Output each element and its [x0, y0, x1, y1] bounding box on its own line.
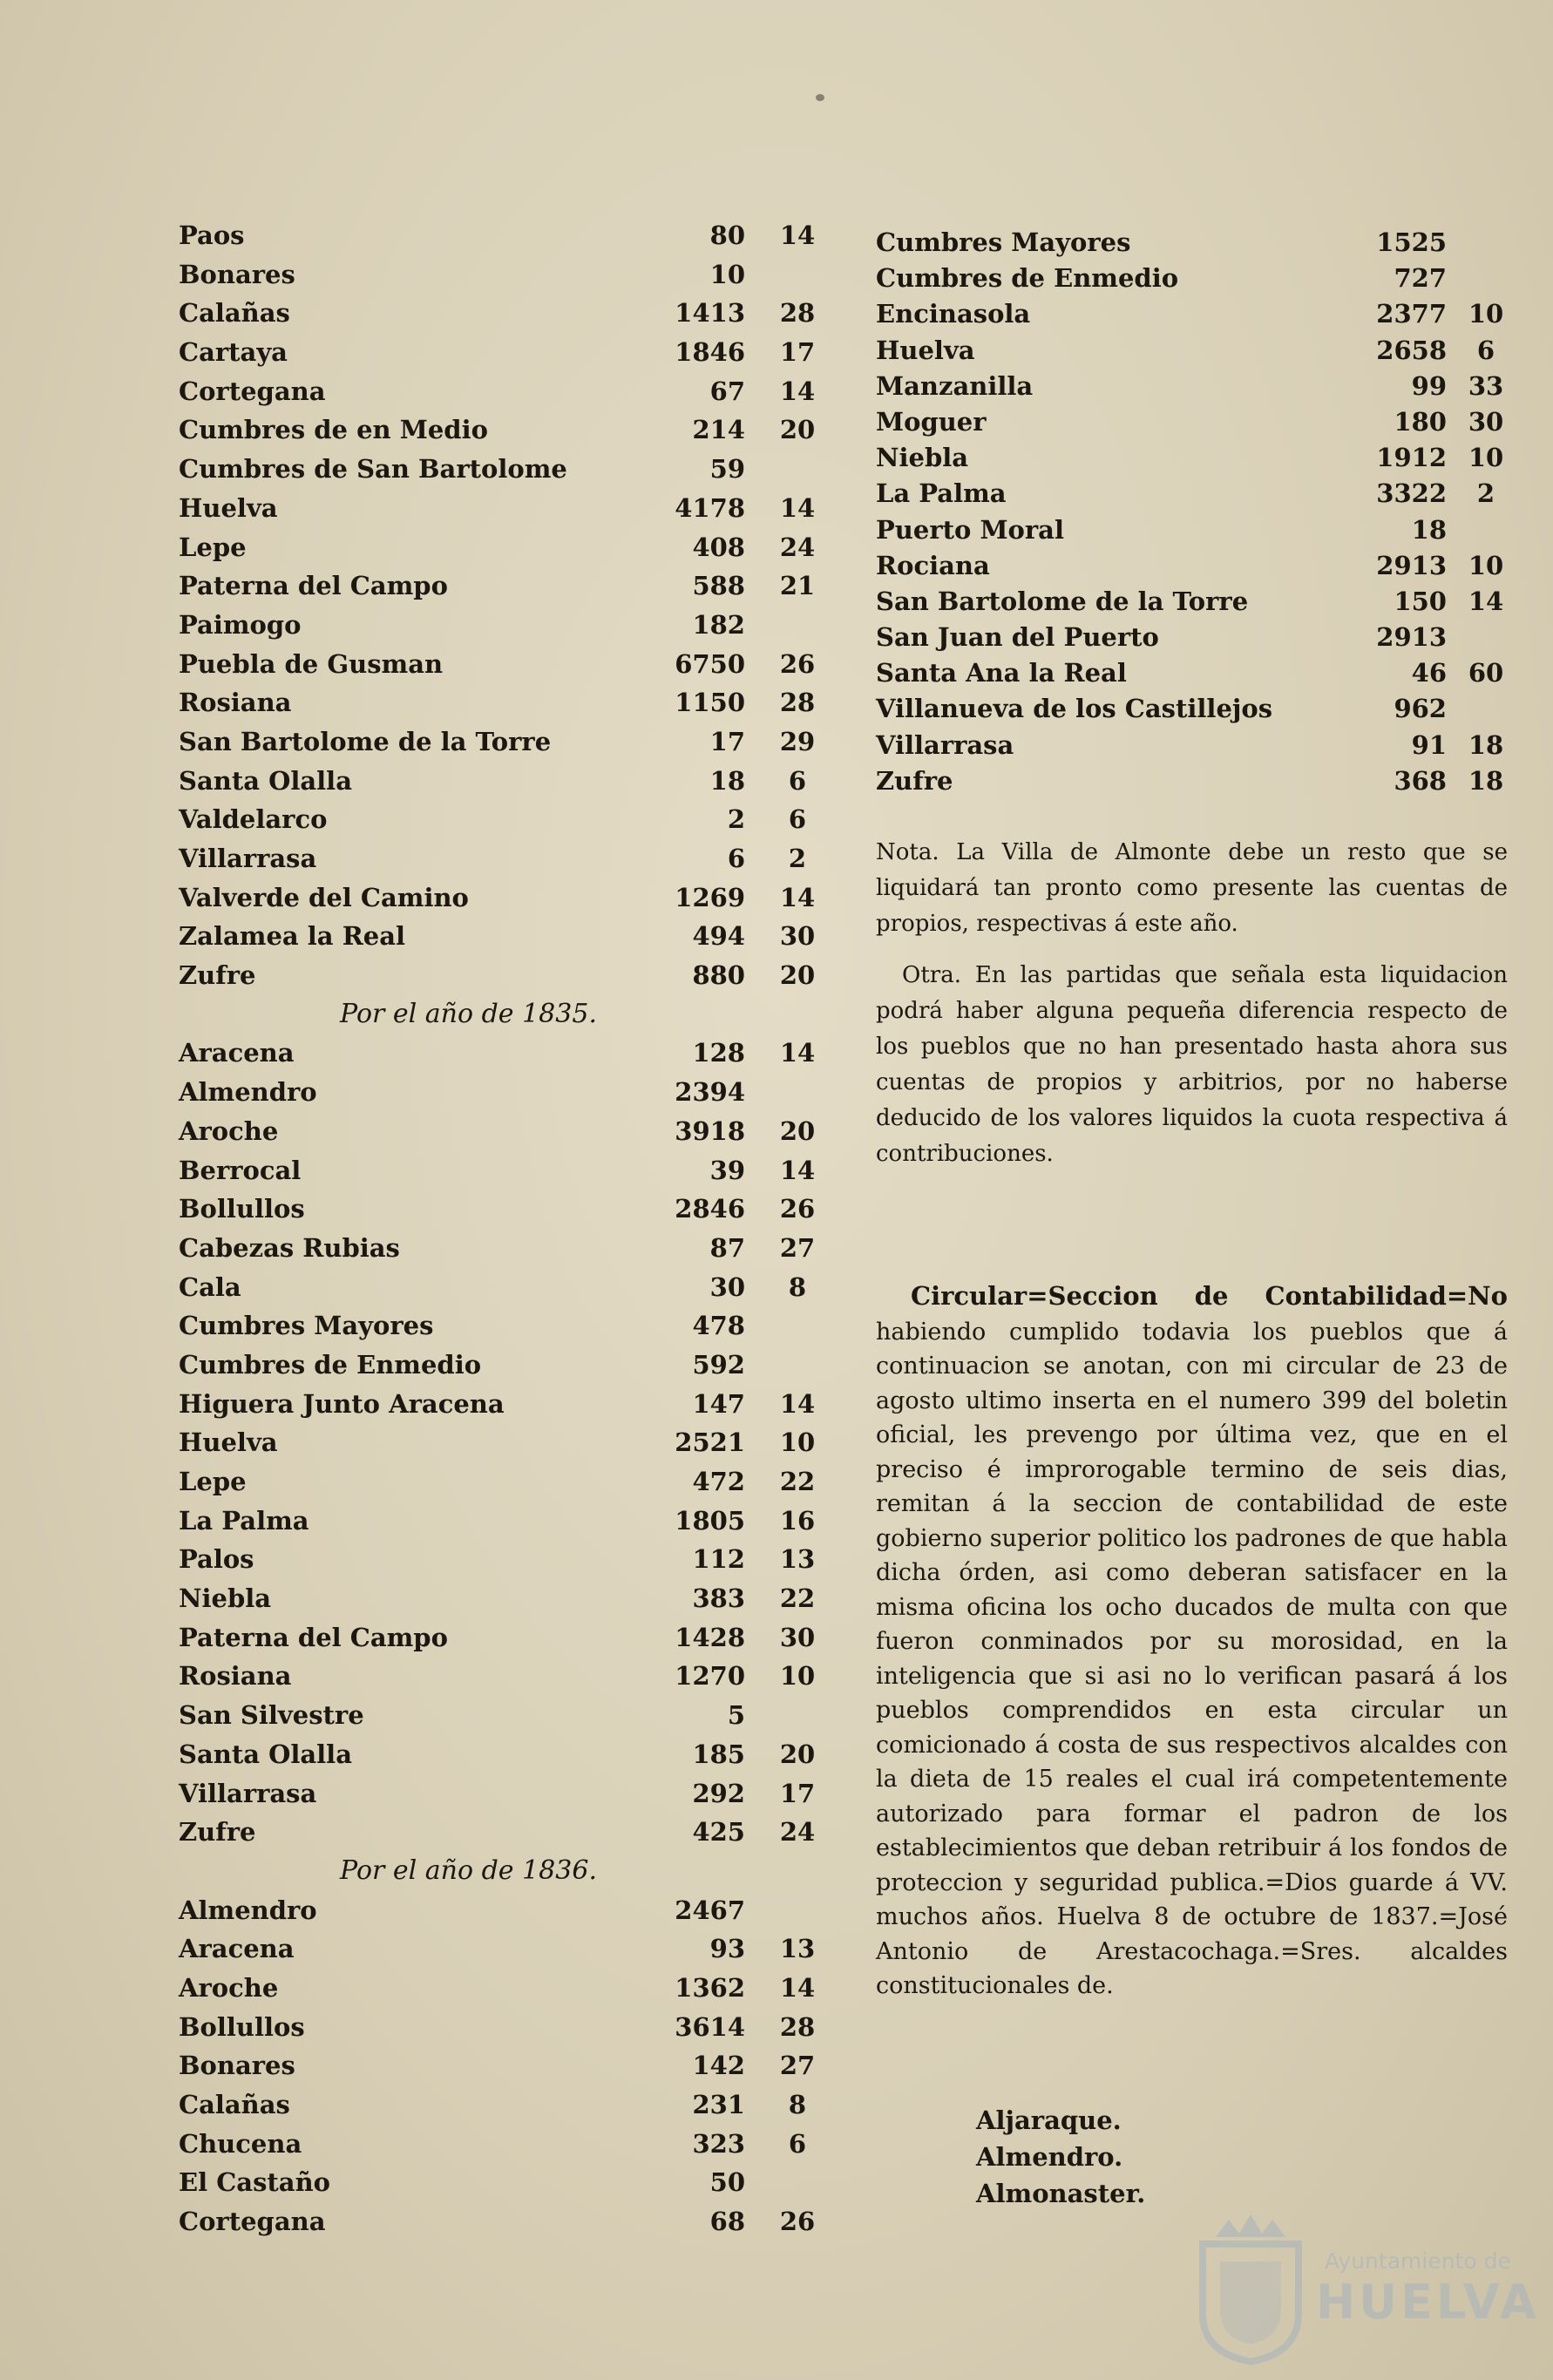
- amount-maravedis: 10: [1468, 443, 1504, 473]
- amount-reales: 383: [692, 1583, 745, 1614]
- amount-maravedis: 24: [779, 532, 816, 562]
- amount-reales: 408: [692, 532, 745, 562]
- archive-watermark: [1185, 2209, 1540, 2366]
- amount-reales: 214: [692, 415, 745, 445]
- place-name: Rosiana: [179, 688, 292, 718]
- amount-reales: 1362: [675, 1972, 745, 2003]
- amount-maravedis: 14: [779, 492, 816, 523]
- place-name: Paterna del Campo: [179, 1622, 448, 1652]
- amount-reales: 2377: [1376, 299, 1447, 329]
- table-row: [179, 606, 828, 645]
- amount-maravedis: 21: [779, 571, 816, 601]
- table-row: [179, 1306, 828, 1346]
- amount-maravedis: 16: [779, 1505, 816, 1536]
- circular-body: habiendo cumplido todavia los pueblos que á continuacion se anotan, con mi circular de 23 de agosto ultimo inserta en el numero 399 del boletin oficial, les prevengo por última vez, que en el preciso é improrogable termino de seis dias, remitan á la seccion de contabilidad de este gobierno superior politico los padrones de que habla dicha órden, asi como deberan satisfacer en la misma oficina los ocho ducados de multa con que fueron conminados por su morosidad, en la inteligencia que si asi no lo verifican pasará á los pueblos comprendidos en esta circular un comicionado á costa de sus respectivos alcaldes con la dieta de 15 reales el cual irá competentemente autorizado para formar el padron de los establecimientos que deban retribuir á los fondos de proteccion y seguridad publica.=Dios guarde á VV. muchos años. Huelva 8 de octubre de 1837.=José Antonio de Arestacochaga.=Sres. alcaldes constitucionales de.: [876, 1318, 1508, 1999]
- table-section-a: [179, 216, 828, 995]
- circular-text: [876, 1279, 1508, 2004]
- table-row: [179, 1151, 828, 1190]
- table-row: [179, 1462, 828, 1502]
- table-row: [179, 1502, 828, 1541]
- watermark-big-text: HUELVA: [1316, 2275, 1540, 2329]
- amount-reales: 472: [692, 1467, 745, 1496]
- place-name: Encinasola: [876, 299, 1031, 329]
- table-row: [876, 584, 1512, 620]
- amount-maravedis: 8: [788, 1271, 807, 1302]
- amount-reales: 87: [709, 1232, 745, 1263]
- place-name: Cortegana: [179, 376, 326, 406]
- amount-reales: 962: [1394, 694, 1447, 724]
- amount-reales: 494: [692, 921, 745, 952]
- watermark-small-text: Ayuntamiento de: [1325, 2248, 1511, 2274]
- place-name: Paterna del Campo: [179, 571, 448, 601]
- amount-maravedis: 22: [779, 1583, 816, 1614]
- place-name: Villanueva de los Castillejos: [876, 694, 1273, 724]
- place-name: Aroche: [179, 1972, 279, 2003]
- place-name: Santa Olalla: [179, 765, 352, 796]
- amount-maravedis: 6: [1476, 335, 1495, 365]
- place-name: La Palma: [179, 1505, 309, 1536]
- amount-reales: 17: [709, 726, 745, 756]
- amount-maravedis: 20: [779, 960, 816, 991]
- table-row: [179, 1929, 828, 1969]
- place-name: Paos: [179, 220, 245, 250]
- table-row: [876, 476, 1512, 512]
- amount-maravedis: 14: [779, 1155, 816, 1185]
- place-name: Cumbres Mayores: [179, 1311, 434, 1341]
- place-name: Zalamea la Real: [179, 921, 406, 952]
- table-row: [876, 763, 1512, 799]
- amount-maravedis: 17: [779, 1778, 816, 1808]
- amount-reales: 99: [1411, 370, 1447, 401]
- table-row: [179, 1190, 828, 1229]
- amount-maravedis: 33: [1468, 370, 1504, 401]
- amount-reales: 30: [709, 1271, 745, 1302]
- amount-reales: 18: [709, 765, 745, 796]
- table-row: [876, 261, 1512, 296]
- amount-reales: 1846: [675, 337, 745, 368]
- note-almonte: Nota. La Villa de Almonte debe un resto que se liquidará tan pronto como presente las cuentas de propios, respectivas á este año.: [876, 839, 1508, 937]
- table-row: [179, 2125, 828, 2164]
- amount-maravedis: 10: [1468, 550, 1504, 580]
- place-name: Cumbres Mayores: [876, 227, 1131, 257]
- amount-maravedis: 10: [779, 1661, 816, 1692]
- ink-speck: [816, 94, 824, 101]
- table-row: [179, 216, 828, 255]
- amount-maravedis: 2: [1476, 478, 1495, 509]
- amount-reales: 80: [709, 220, 745, 250]
- amount-reales: 150: [1394, 586, 1447, 616]
- amount-reales: 3918: [675, 1115, 745, 1146]
- amount-reales: 3614: [675, 2011, 745, 2042]
- signatory: Aljaraque.: [976, 2105, 1122, 2135]
- table-row: [179, 1696, 828, 1735]
- amount-reales: 2467: [675, 1895, 745, 1925]
- place-name: Huelva: [876, 335, 975, 365]
- amount-maravedis: 14: [779, 376, 816, 406]
- amount-reales: 18: [1411, 514, 1447, 545]
- amount-maravedis: 17: [779, 337, 816, 368]
- amount-reales: 1270: [675, 1661, 745, 1692]
- left-column: [179, 216, 828, 2241]
- table-row: [179, 1034, 828, 1073]
- amount-maravedis: 10: [779, 1427, 816, 1458]
- table-row: [179, 1657, 828, 1696]
- place-name: Niebla: [876, 443, 969, 473]
- amount-maravedis: 24: [779, 1817, 816, 1848]
- table-row: [876, 440, 1512, 476]
- amount-reales: 425: [692, 1817, 745, 1848]
- amount-maravedis: 10: [1468, 299, 1504, 329]
- amount-maravedis: 27: [779, 2051, 816, 2081]
- table-row: [179, 410, 828, 450]
- amount-reales: 2846: [675, 1194, 745, 1224]
- place-name: Berrocal: [179, 1155, 302, 1185]
- table-row: [179, 722, 828, 762]
- table-row: [876, 548, 1512, 584]
- amount-reales: 112: [692, 1544, 745, 1575]
- table-row: [179, 839, 828, 878]
- table-row: [179, 2085, 828, 2125]
- table-row: [179, 2046, 828, 2085]
- amount-reales: 588: [692, 571, 745, 601]
- circular-notice: [876, 1279, 1508, 2004]
- amount-reales: 147: [692, 1388, 745, 1419]
- place-name: Cartaya: [179, 337, 288, 368]
- table-row: [179, 1813, 828, 1852]
- crest-icon: [1185, 2209, 1316, 2366]
- amount-maravedis: 6: [788, 2128, 807, 2159]
- amount-reales: 2913: [1376, 622, 1447, 653]
- place-name: Cumbres de en Medio: [179, 415, 488, 445]
- table-row: [179, 1579, 828, 1618]
- amount-reales: 2658: [1376, 335, 1447, 365]
- table-row: [876, 369, 1512, 404]
- table-row: [179, 1423, 828, 1462]
- circular-lead: Circular=Seccion de Contabilidad=No: [911, 1281, 1508, 1311]
- table-row: [876, 333, 1512, 369]
- table-row: [876, 620, 1512, 655]
- amount-reales: 91: [1411, 729, 1447, 760]
- table-row: [876, 296, 1512, 332]
- place-name: Cabezas Rubias: [179, 1232, 400, 1263]
- place-name: La Palma: [876, 478, 1007, 509]
- place-name: Palos: [179, 1544, 254, 1575]
- amount-reales: 1150: [675, 688, 745, 718]
- table-row: [179, 294, 828, 333]
- amount-reales: 93: [709, 1934, 745, 1964]
- amount-maravedis: 6: [788, 765, 807, 796]
- place-name: Villarrasa: [179, 1778, 317, 1808]
- amount-maravedis: 26: [779, 648, 816, 679]
- place-name: Bonares: [179, 259, 295, 289]
- place-name: San Bartolome de la Torre: [876, 586, 1249, 616]
- table-row: [179, 1540, 828, 1579]
- place-name: Huelva: [179, 492, 278, 523]
- place-name: San Juan del Puerto: [876, 622, 1159, 653]
- table-row: [179, 1891, 828, 1930]
- amount-maravedis: 26: [779, 1194, 816, 1224]
- place-name: Almendro: [179, 1895, 317, 1925]
- table-row: [179, 2202, 828, 2241]
- amount-reales: 39: [709, 1155, 745, 1185]
- amount-reales: 2913: [1376, 550, 1447, 580]
- amount-reales: 1912: [1376, 443, 1447, 473]
- place-name: Huelva: [179, 1427, 278, 1458]
- amount-maravedis: 18: [1468, 765, 1504, 796]
- amount-maravedis: 30: [779, 1622, 816, 1652]
- place-name: Cumbres de Enmedio: [179, 1349, 482, 1380]
- amount-reales: 323: [692, 2128, 745, 2159]
- table-row: [179, 1346, 828, 1385]
- place-name: San Bartolome de la Torre: [179, 726, 552, 756]
- amount-maravedis: 14: [779, 1388, 816, 1419]
- place-name: San Silvestre: [179, 1700, 364, 1731]
- signatory-list: [976, 2102, 1145, 2212]
- amount-reales: 368: [1394, 765, 1447, 796]
- amount-maravedis: 6: [788, 804, 807, 835]
- amount-reales: 46: [1411, 658, 1447, 688]
- table-row: [179, 1268, 828, 1307]
- amount-maravedis: 22: [779, 1467, 816, 1496]
- table-row: [179, 917, 828, 956]
- place-name: El Castaño: [179, 2167, 331, 2198]
- place-name: Higuera Junto Aracena: [179, 1388, 505, 1419]
- amount-reales: 185: [692, 1739, 745, 1769]
- amount-maravedis: 30: [1468, 406, 1504, 437]
- table-row: [179, 2163, 828, 2202]
- table-row: [876, 512, 1512, 548]
- place-name: Calañas: [179, 2090, 290, 2119]
- amount-maravedis: 20: [779, 1115, 816, 1146]
- place-name: Niebla: [179, 1583, 272, 1614]
- place-name: Puebla de Gusman: [179, 648, 444, 679]
- table-row: [876, 691, 1512, 727]
- signatory: Almonaster.: [976, 2179, 1146, 2208]
- table-row: [876, 404, 1512, 440]
- table-row: [179, 762, 828, 801]
- amount-reales: 1413: [675, 298, 745, 329]
- note-other: Otra. En las partidas que señala esta liquidacion podrá haber alguna pequeña diferencia respecto de los pueblos que no han presentado hasta ahora sus cuentas de propios y arbitrios, por no haberse deducido de los valores liquidos la cuota respectiva á contribuciones.: [876, 962, 1508, 1167]
- signatory: Almendro.: [976, 2142, 1123, 2172]
- amount-maravedis: 29: [779, 726, 816, 756]
- place-name: Santa Ana la Real: [876, 658, 1127, 688]
- amount-reales: 880: [692, 960, 745, 991]
- notes: [876, 835, 1508, 1172]
- place-name: Paimogo: [179, 609, 302, 640]
- right-column: [876, 225, 1512, 799]
- amount-reales: 5: [727, 1700, 745, 1731]
- table-row: [179, 2008, 828, 2047]
- amount-reales: 67: [709, 376, 745, 406]
- amount-reales: 4178: [675, 492, 745, 523]
- amount-reales: 182: [692, 609, 745, 640]
- table-row: [179, 450, 828, 489]
- table-row: [179, 683, 828, 722]
- table-row: [179, 1774, 828, 1814]
- amount-reales: 2521: [675, 1427, 745, 1458]
- place-name: Zufre: [179, 1817, 256, 1848]
- place-name: Bollullos: [179, 1194, 305, 1224]
- table-row: [179, 333, 828, 372]
- table-row: [179, 1385, 828, 1424]
- amount-maravedis: 14: [779, 1972, 816, 2003]
- amount-reales: 2394: [675, 1077, 745, 1108]
- table-row: [179, 1735, 828, 1774]
- table-row: [179, 800, 828, 839]
- amount-maravedis: 8: [788, 2090, 807, 2119]
- place-name: Calañas: [179, 298, 290, 329]
- place-name: Cumbres de Enmedio: [876, 263, 1179, 294]
- amount-reales: 2: [727, 804, 745, 835]
- table-row: [179, 956, 828, 995]
- amount-maravedis: 28: [779, 688, 816, 718]
- place-name: Bollullos: [179, 2011, 305, 2042]
- amount-maravedis: 20: [779, 1739, 816, 1769]
- table-row: [179, 645, 828, 684]
- place-name: Bonares: [179, 2051, 295, 2081]
- amount-reales: 180: [1394, 406, 1447, 437]
- place-name: Aracena: [179, 1038, 295, 1068]
- amount-reales: 231: [692, 2090, 745, 2119]
- place-name: Moguer: [876, 406, 987, 437]
- place-name: Lepe: [179, 1467, 247, 1496]
- place-name: Aracena: [179, 1934, 295, 1964]
- amount-reales: 50: [709, 2167, 745, 2198]
- amount-maravedis: 20: [779, 415, 816, 445]
- place-name: Puerto Moral: [876, 514, 1064, 545]
- amount-reales: 68: [709, 2207, 745, 2237]
- table-row: [179, 1229, 828, 1268]
- place-name: Villarrasa: [876, 729, 1014, 760]
- table-row: [876, 655, 1512, 691]
- amount-reales: 128: [692, 1038, 745, 1068]
- amount-maravedis: 2: [788, 844, 807, 873]
- amount-maravedis: 28: [779, 298, 816, 329]
- amount-reales: 1428: [675, 1622, 745, 1652]
- amount-reales: 10: [709, 259, 745, 289]
- table-row: [179, 372, 828, 411]
- table-row: [179, 878, 828, 918]
- place-name: Lepe: [179, 532, 247, 562]
- amount-reales: 292: [692, 1778, 745, 1808]
- table-row: [179, 528, 828, 567]
- amount-maravedis: 14: [779, 882, 816, 912]
- amount-maravedis: 14: [1468, 586, 1504, 616]
- place-name: Cumbres de San Bartolome: [179, 454, 567, 485]
- amount-maravedis: 18: [1468, 729, 1504, 760]
- table-row: [876, 225, 1512, 261]
- amount-reales: 1269: [675, 882, 745, 912]
- place-name: Santa Olalla: [179, 1739, 352, 1769]
- table-row: [179, 566, 828, 606]
- amount-reales: 3322: [1376, 478, 1447, 509]
- amount-maravedis: 13: [779, 1544, 816, 1575]
- amount-reales: 727: [1394, 263, 1447, 294]
- place-name: Valverde del Camino: [179, 882, 469, 912]
- amount-maravedis: 28: [779, 2011, 816, 2042]
- amount-reales: 6750: [675, 648, 745, 679]
- place-name: Rociana: [876, 550, 990, 580]
- place-name: Zufre: [876, 765, 953, 796]
- table-row: [179, 255, 828, 295]
- amount-maravedis: 27: [779, 1232, 816, 1263]
- place-name: Valdelarco: [179, 804, 328, 835]
- amount-reales: 6: [727, 844, 745, 873]
- amount-maravedis: 26: [779, 2207, 816, 2237]
- amount-maravedis: 30: [779, 921, 816, 952]
- table-section-right: [876, 225, 1512, 799]
- place-name: Cala: [179, 1271, 241, 1302]
- table-row: [179, 1618, 828, 1658]
- table-row: [179, 1112, 828, 1151]
- table-row: [179, 489, 828, 528]
- amount-reales: 1805: [675, 1505, 745, 1536]
- table-section-1835: [179, 1034, 828, 1851]
- place-name: Cortegana: [179, 2207, 326, 2237]
- amount-reales: 592: [692, 1349, 745, 1380]
- place-name: Almendro: [179, 1077, 317, 1108]
- amount-maravedis: 60: [1468, 658, 1504, 688]
- amount-reales: 59: [709, 454, 745, 485]
- amount-maravedis: 14: [779, 220, 816, 250]
- amount-reales: 478: [692, 1311, 745, 1341]
- table-row: [179, 1969, 828, 2008]
- table-row: [179, 1073, 828, 1112]
- amount-reales: 142: [692, 2051, 745, 2081]
- place-name: Aroche: [179, 1115, 279, 1146]
- place-name: Manzanilla: [876, 370, 1034, 401]
- table-row: [876, 728, 1512, 763]
- amount-maravedis: 13: [779, 1934, 816, 1964]
- place-name: Rosiana: [179, 1661, 292, 1692]
- place-name: Chucena: [179, 2128, 302, 2159]
- place-name: Zufre: [179, 960, 256, 991]
- section-heading-1836: Por el año de 1836.: [340, 1855, 597, 1886]
- amount-reales: 1525: [1376, 227, 1447, 257]
- place-name: Villarrasa: [179, 844, 317, 873]
- table-section-1836: [179, 1891, 828, 2241]
- section-heading-1835: Por el año de 1835.: [340, 998, 597, 1029]
- amount-maravedis: 14: [779, 1038, 816, 1068]
